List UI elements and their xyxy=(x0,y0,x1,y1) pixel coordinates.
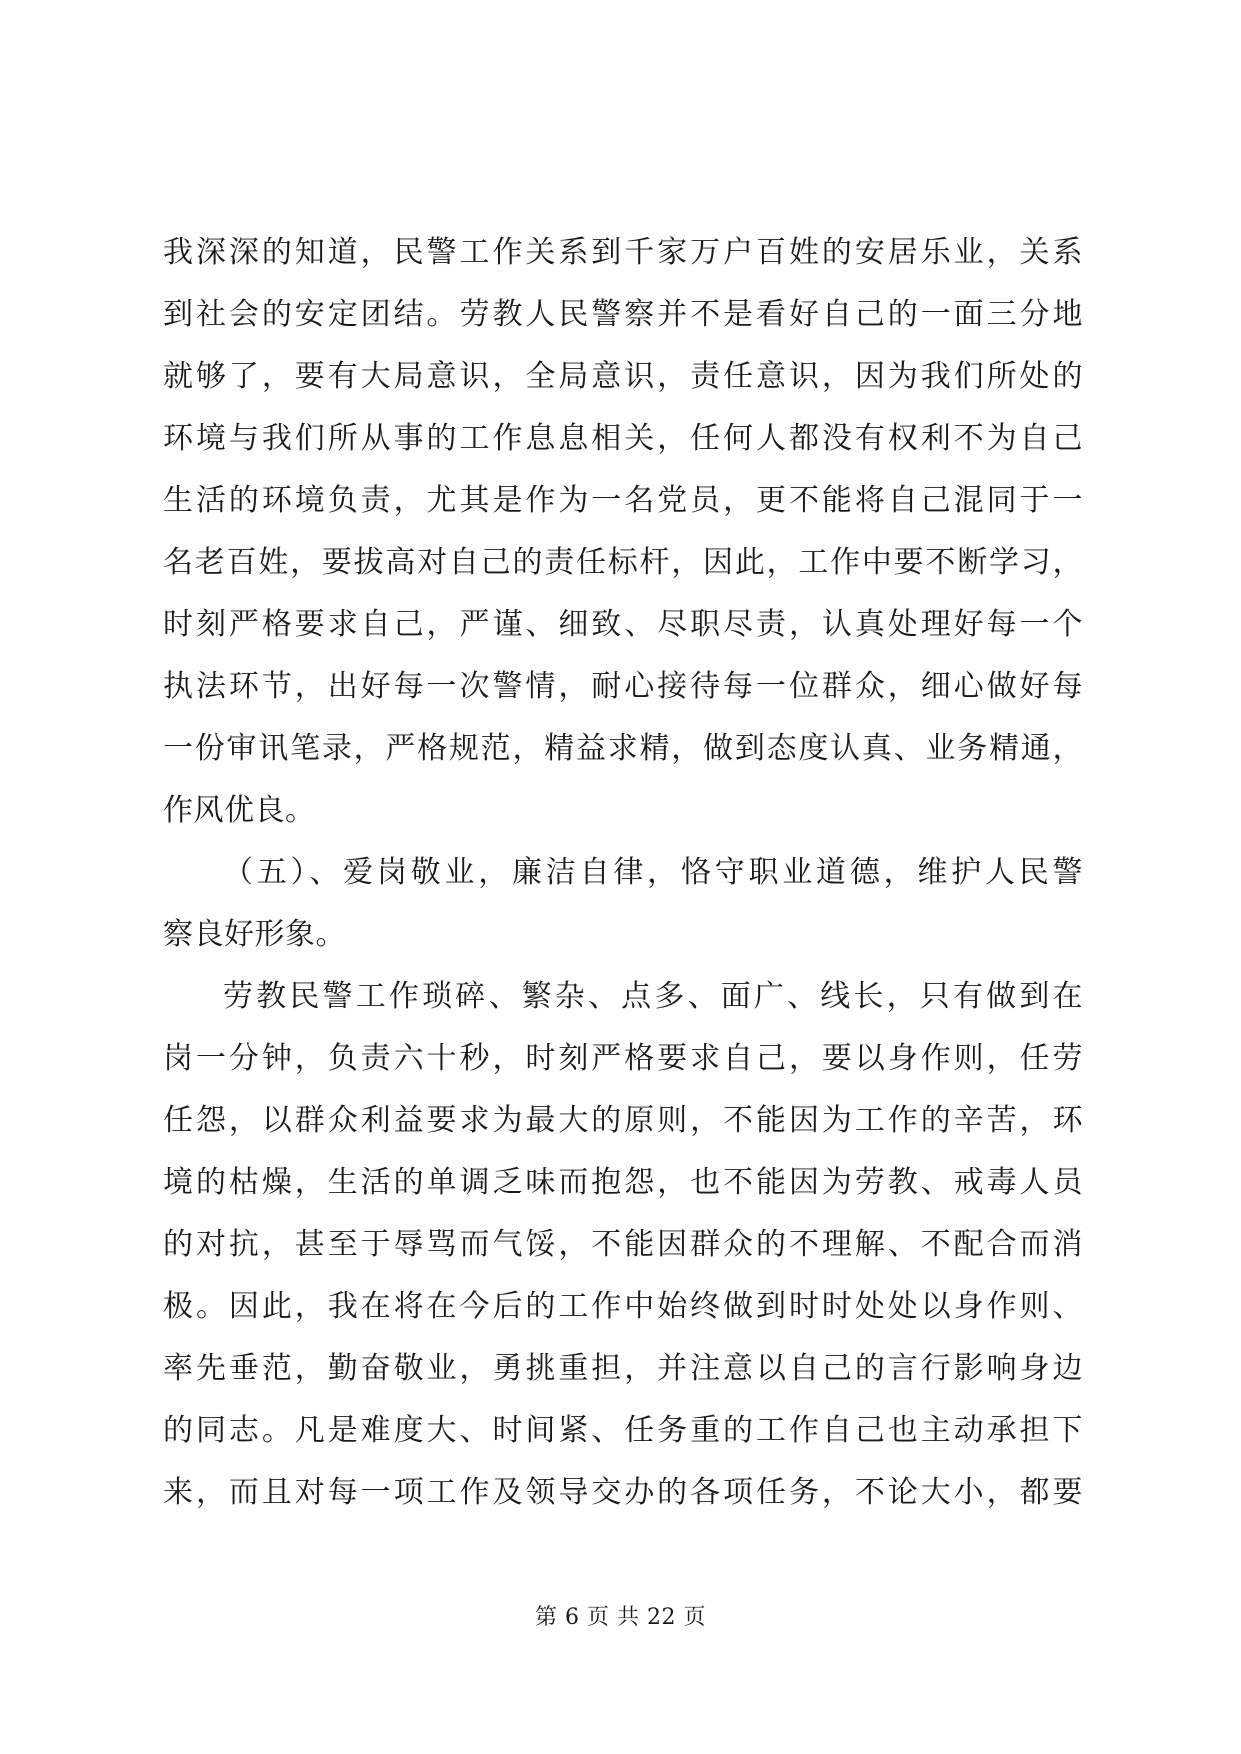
text-line: 率先垂范，勤奋敬业，勇挑重担，并注意以自己的言行影响身边 xyxy=(163,1351,1083,1386)
text-line: 我深深的知道，民警工作关系到千家万户百姓的安居乐业，关系 xyxy=(163,235,1083,270)
text-line: 执法环节，出好每一次警情，耐心接待每一位群众，细心做好每 xyxy=(163,669,1083,704)
text-line: 作风优良。 xyxy=(163,793,316,828)
text-line: 环境与我们所从事的工作息息相关，任何人都没有权利不为自己 xyxy=(163,421,1083,456)
text-line: 境的枯燥，生活的单调乏味而抱怨，也不能因为劳教、戒毒人员 xyxy=(163,1165,1083,1200)
paragraph xyxy=(163,222,1083,842)
text-line: 劳教民警工作琐碎、繁杂、点多、面广、线长，只有做到在 xyxy=(223,979,1083,1014)
body-text xyxy=(163,222,1083,1524)
text-line: 名老百姓，要拔高对自己的责任标杆，因此，工作中要不断学习， xyxy=(163,545,1083,580)
section-heading xyxy=(163,842,1083,966)
text-line: 任怨，以群众利益要求为最大的原则，不能因为工作的辛苦，环 xyxy=(163,1103,1083,1138)
text-line: 生活的环境负责，尤其是作为一名党员，更不能将自己混同于一 xyxy=(163,483,1083,518)
page-number-footer: 第 6 页 共 22 页 xyxy=(535,1605,706,1630)
text-line: 的同志。凡是难度大、时间紧、任务重的工作自己也主动承担下 xyxy=(163,1413,1083,1448)
text-line: 来，而且对每一项工作及领导交办的各项任务，不论大小，都要 xyxy=(163,1475,1083,1510)
paragraph xyxy=(163,966,1083,1524)
text-line: 的对抗，甚至于辱骂而气馁，不能因群众的不理解、不配合而消 xyxy=(163,1227,1083,1262)
text-line: （五）、爱岗敬业，廉洁自律，恪守职业道德，维护人民警 xyxy=(223,855,1083,890)
text-line: 察良好形象。 xyxy=(163,917,346,952)
text-line: 到社会的安定团结。劳教人民警察并不是看好自己的一面三分地 xyxy=(163,297,1083,332)
text-line: 岗一分钟，负责六十秒，时刻严格要求自己，要以身作则，任劳 xyxy=(163,1041,1083,1076)
text-line: 一份审讯笔录，严格规范，精益求精，做到态度认真、业务精通， xyxy=(163,731,1083,766)
text-line: 极。因此，我在将在今后的工作中始终做到时时处处以身作则、 xyxy=(163,1289,1083,1324)
text-line: 就够了，要有大局意识，全局意识，责任意识，因为我们所处的 xyxy=(163,359,1083,394)
text-line: 时刻严格要求自己，严谨、细致、尽职尽责，认真处理好每一个 xyxy=(163,607,1083,642)
